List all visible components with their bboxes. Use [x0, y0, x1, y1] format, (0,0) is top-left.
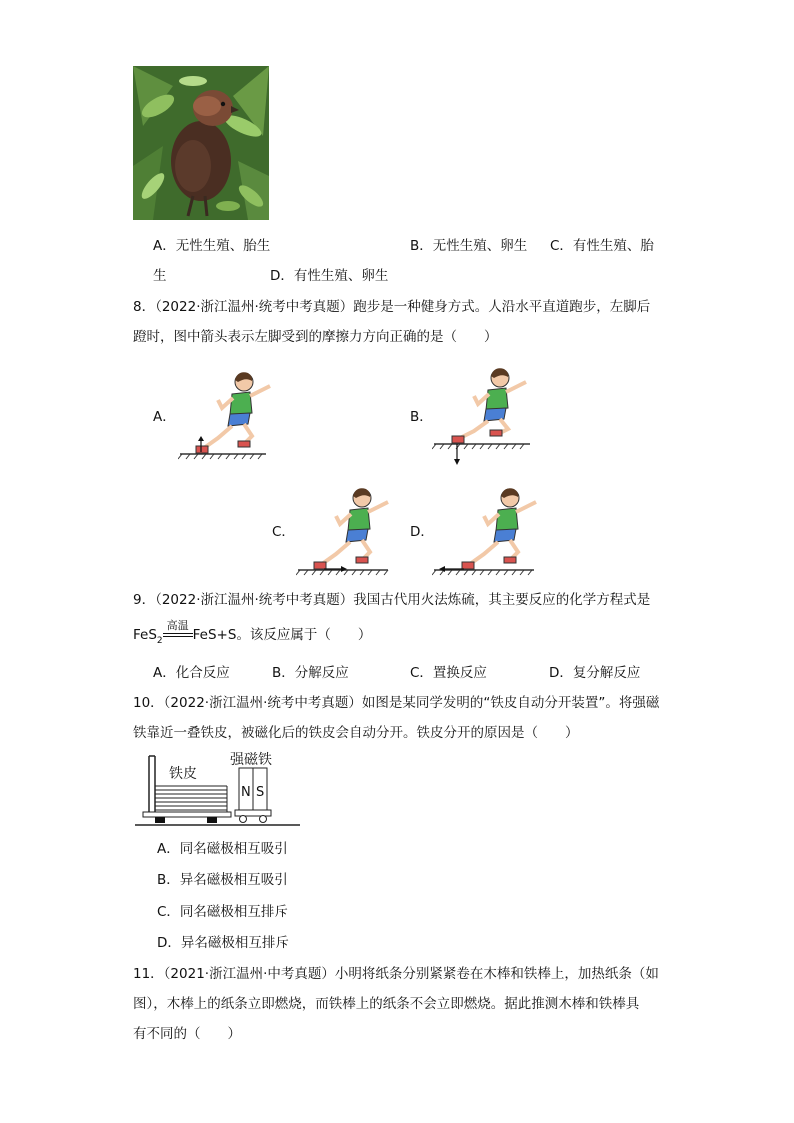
q8-label-d: D． — [410, 524, 434, 540]
q8-label-b: B． — [410, 409, 433, 425]
q10-option-c: C．同名磁极相互排斥 — [157, 904, 288, 920]
magnet-figure — [135, 748, 305, 832]
runner-figure-d — [432, 484, 552, 583]
sheet-label: 铁皮 — [169, 766, 197, 782]
q9-reactant: FeS — [133, 627, 157, 643]
q9-option-d: D．复分解反应 — [549, 665, 641, 681]
q9-option-b: B．分解反应 — [272, 665, 349, 681]
magnet-s: S — [256, 785, 265, 800]
q7-option-c-tail: 生 — [153, 268, 167, 284]
q7-option-a: A．无性生殖、胎生 — [153, 238, 271, 254]
runner-figure-a — [178, 368, 288, 467]
runner-figure-c — [296, 484, 406, 583]
q8-stem-line2: 蹬时，图中箭头表示左脚受到的摩擦力方向正确的是（ ） — [133, 329, 498, 345]
q10-option-d: D．异名磁极相互排斥 — [157, 935, 289, 951]
magnet-n: N — [241, 785, 251, 800]
magnet-label: 强磁铁 — [230, 752, 272, 768]
q11-stem-line2: 图），木棒上的纸条立即燃烧，而铁棒上的纸条不会立即燃烧。据此推测木棒和铁棒具 — [133, 996, 640, 1012]
q9-option-a: A．化合反应 — [153, 665, 230, 681]
q9-equation — [133, 613, 372, 646]
q7-option-b: B．无性生殖、卵生 — [410, 238, 528, 254]
q8-stem-line1: 8．（2022·浙江温州·统考中考真题）跑步是一种健身方式。人沿水平直道跑步，左脚后 — [133, 299, 651, 315]
q9-condition — [163, 620, 193, 637]
q9-option-c: C．置换反应 — [410, 665, 487, 681]
q9-products: FeS+S — [192, 627, 237, 643]
runner-figure-b — [432, 368, 542, 477]
q7-option-c: C．有性生殖、胎 — [550, 238, 654, 254]
q10-option-a: A．同名磁极相互吸引 — [157, 841, 288, 857]
q11-stem-line3: 有不同的（ ） — [133, 1026, 241, 1042]
q9-stem-line1: 9．（2022·浙江温州·统考中考真题）我国古代用火法炼硫，其主要反应的化学方程式是 — [133, 592, 651, 608]
q9-suffix: 。该反应属于（ ） — [236, 627, 372, 643]
chick-photo — [133, 66, 269, 220]
q10-option-b: B．异名磁极相互吸引 — [157, 872, 288, 888]
q10-stem-line1: 10．（2022·浙江温州·统考中考真题）如图是某同学发明的“铁皮自动分开装置”。将强磁 — [133, 695, 660, 711]
q8-label-c: C． — [272, 524, 295, 540]
q8-label-a: A． — [153, 409, 176, 425]
q10-stem-line2: 铁靠近一叠铁皮，被磁化后的铁皮会自动分开。铁皮分开的原因是（ ） — [133, 725, 579, 741]
q7-option-d: D．有性生殖、卵生 — [270, 268, 389, 284]
q11-stem-line1: 11．（2021·浙江温州·中考真题）小明将纸条分别紧紧卷在木棒和铁棒上，加热纸条（如 — [133, 966, 659, 982]
q9-reactant-sub: 2 — [156, 636, 163, 646]
q9-condition-text: 高温 — [166, 619, 189, 632]
